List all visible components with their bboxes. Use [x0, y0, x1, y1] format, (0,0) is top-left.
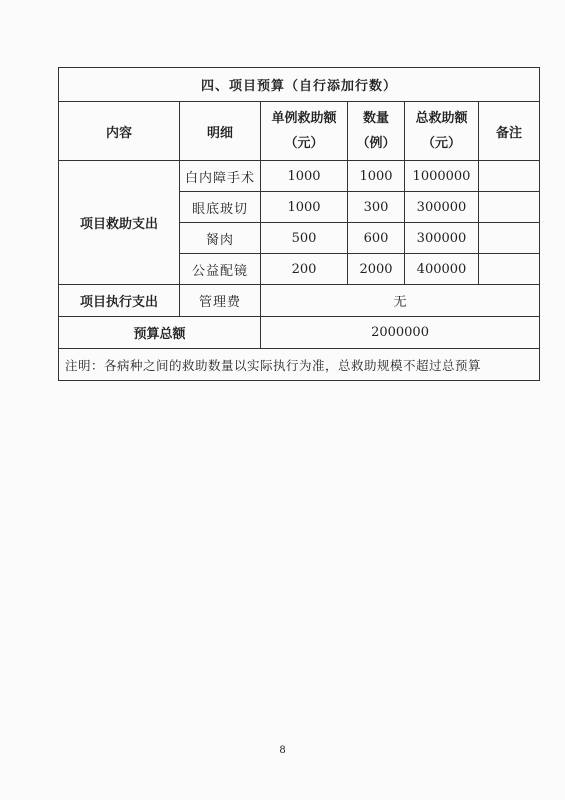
- row-detail: 眼底玻切: [180, 192, 261, 223]
- page-number: 8: [279, 745, 286, 756]
- row-qty: 300: [348, 192, 405, 223]
- row-unit: 1000: [261, 161, 348, 192]
- header-row: [59, 102, 540, 161]
- header-unit-amount-line2: （元）: [284, 136, 324, 151]
- note-text: 注明：各病种之间的救助数量以实际执行为准，总救助规模不超过总预算: [59, 349, 540, 381]
- row-remark: [479, 254, 540, 285]
- exec-value: 无: [261, 285, 540, 317]
- row-unit: 200: [261, 254, 348, 285]
- row-remark: [479, 223, 540, 254]
- row-qty: 1000: [348, 161, 405, 192]
- relief-label: 项目救助支出: [59, 161, 180, 285]
- row-detail: 胬肉: [180, 223, 261, 254]
- header-total-amount-line1: 总救助额: [415, 111, 468, 126]
- row-unit: 1000: [261, 192, 348, 223]
- header-quantity: [348, 102, 405, 161]
- header-remark: 备注: [479, 102, 540, 161]
- total-label: 预算总额: [59, 317, 261, 349]
- budget-table: [58, 67, 540, 381]
- row-total: 400000: [405, 254, 479, 285]
- row-qty: 600: [348, 223, 405, 254]
- exec-label: 项目执行支出: [59, 285, 180, 317]
- header-quantity-line1: 数量: [362, 111, 389, 126]
- header-detail: 明细: [180, 102, 261, 161]
- total-row: [59, 317, 540, 349]
- row-qty: 2000: [348, 254, 405, 285]
- section-title: 四、项目预算（自行添加行数）: [59, 68, 540, 102]
- header-quantity-line2: （例）: [356, 136, 396, 151]
- header-unit-amount-line1: 单例救助额: [271, 111, 337, 126]
- row-remark: [479, 192, 540, 223]
- row-detail: 公益配镜: [180, 254, 261, 285]
- header-total-amount: [405, 102, 479, 161]
- header-content: 内容: [59, 102, 180, 161]
- header-total-amount-line2: （元）: [421, 136, 461, 151]
- total-value: 2000000: [261, 317, 540, 349]
- row-total: 300000: [405, 192, 479, 223]
- row-detail: 白内障手术: [180, 161, 261, 192]
- row-unit: 500: [261, 223, 348, 254]
- row-total: 300000: [405, 223, 479, 254]
- header-unit-amount: [261, 102, 348, 161]
- row-total: 1000000: [405, 161, 479, 192]
- table-row: [59, 161, 540, 192]
- exec-detail: 管理费: [180, 285, 261, 317]
- row-remark: [479, 161, 540, 192]
- exec-row: [59, 285, 540, 317]
